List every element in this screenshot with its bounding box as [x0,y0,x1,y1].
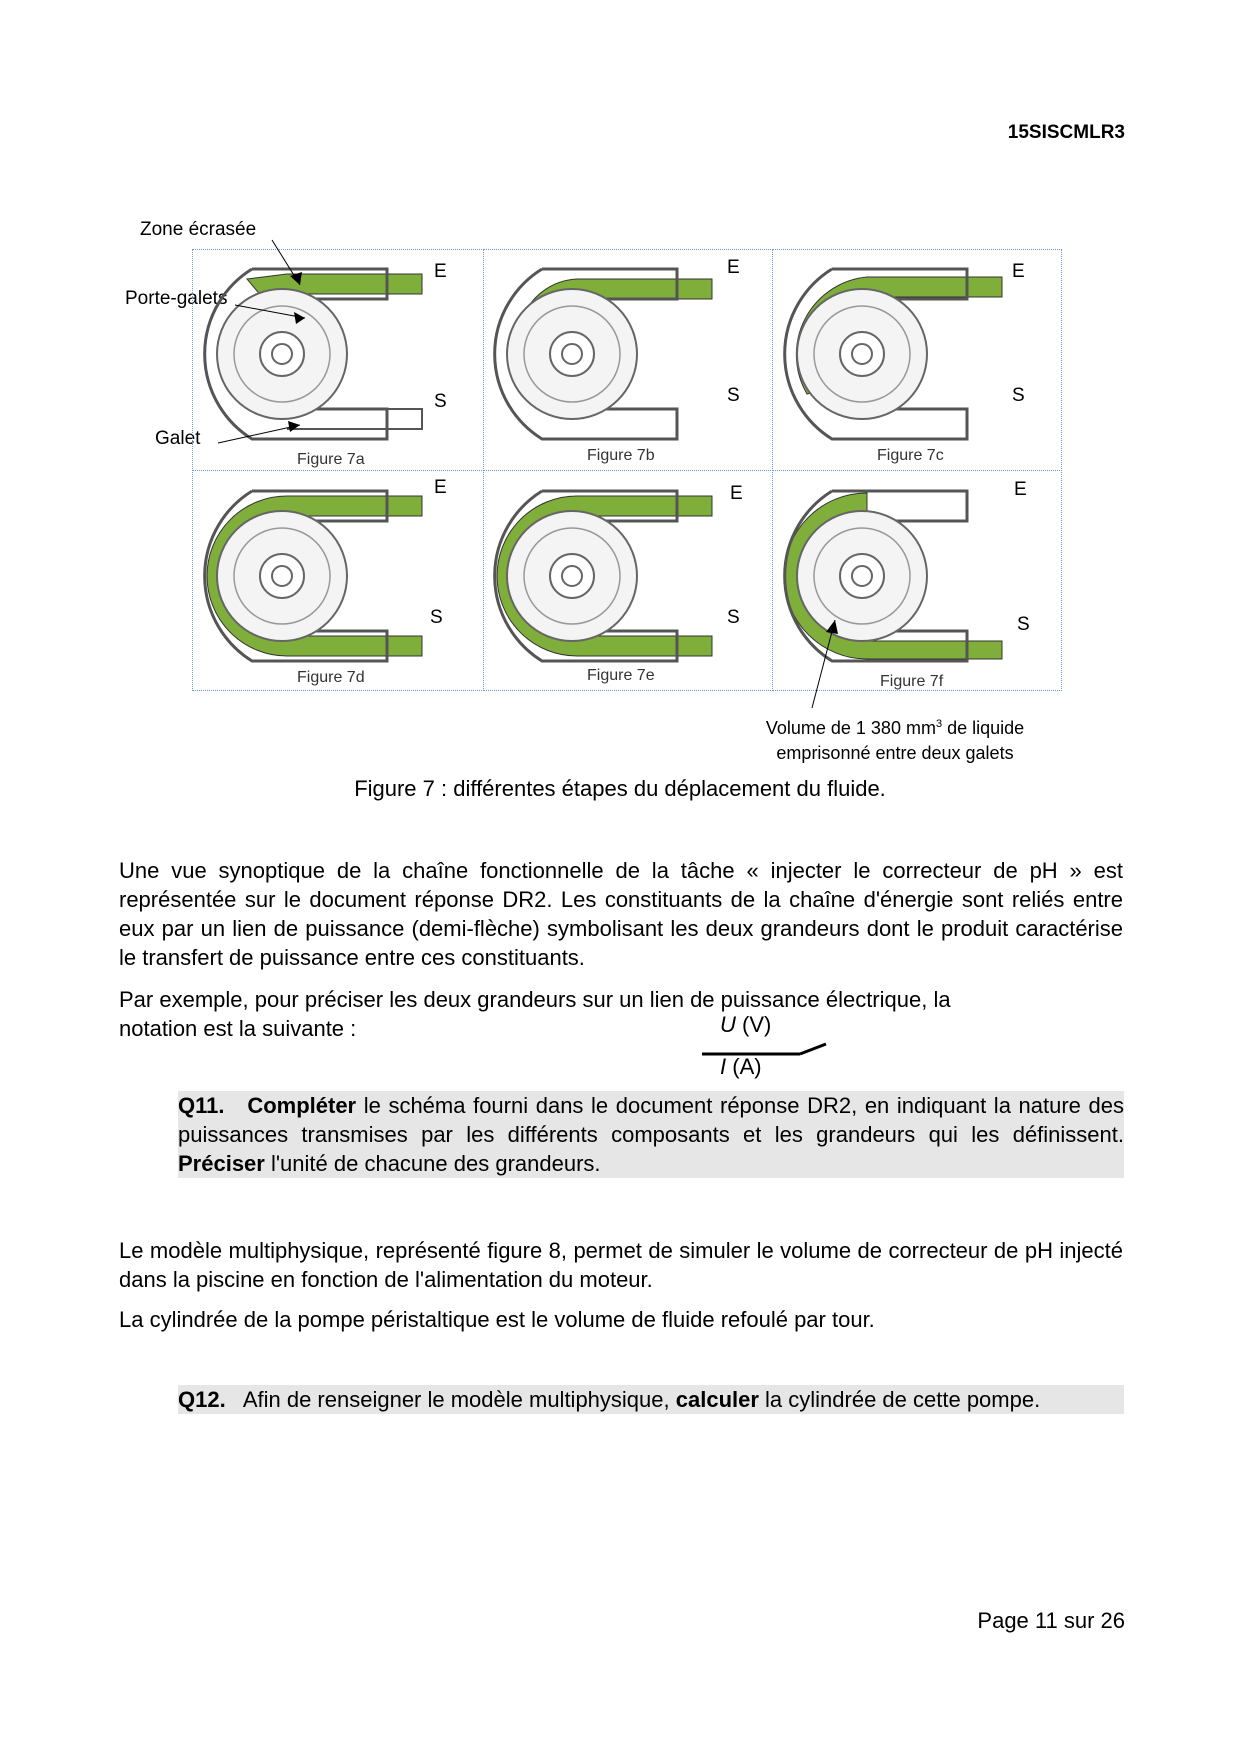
q11-text-1: le schéma fourni dans le document réponse DR2, en indiquant la nature des puissances transmises par les différents composants et les grandeurs qui les définissent. [178,1093,1124,1147]
inlet-7c: E [1012,261,1025,282]
q12-text-2: la cylindrée de cette pompe. [758,1387,1041,1412]
leader-lines [0,0,1240,760]
paragraph-synoptic: Une vue synoptique de la chaîne fonctionnelle de la tâche « injecter le correcteur de pH » est représentée sur le document réponse DR2. Les constituants de la chaîne d'énergie sont reliés entre eux par un lien de puissance (demi-flèche) symbolisant les deux grandeurs dont le produit caractérise le transfert de puissance entre ces constituants. [119,858,1123,970]
inlet-7f: E [1014,479,1027,500]
outlet-7b: S [727,385,740,406]
notation-u [720,1012,771,1038]
inlet-7d: E [434,477,447,498]
question-q12 [178,1385,1124,1414]
caption-7a: Figure 7a [297,451,365,468]
q11-verb-1: Compléter [247,1093,357,1118]
caption-7d: Figure 7d [297,669,365,686]
volume-note-line1a: Volume de 1 380 mm [765,718,936,738]
notation-i [720,1054,762,1080]
paragraph-example-line1: Par exemple, pour préciser les deux grandeurs sur un lien de puissance électrique, la [119,987,951,1012]
paragraph-cylinder: La cylindrée de la pompe péristaltique est le volume de fluide refoulé par tour. [119,1307,875,1332]
q12-number: Q12. [178,1387,226,1412]
notation-u-unit: (V) [735,1012,772,1037]
paragraph-model: Le modèle multiphysique, représenté figure 8, permet de simuler le volume de correcteur de pH injecté dans la piscine en fonction de l'alimentation du moteur. [119,1238,1123,1292]
notation-u-symbol: U [720,1012,736,1037]
caption-7b: Figure 7b [587,447,655,464]
outlet-7a: S [434,391,447,412]
q11-number: Q11. [178,1093,225,1118]
volume-note [745,712,1045,766]
label-zone-ecrasee: Zone écrasée [140,219,257,240]
label-galet: Galet [155,428,201,449]
q11-verb-2: Préciser [178,1151,265,1176]
q12-text-1: Afin de renseigner le modèle multiphysique, [242,1387,676,1412]
caption-7e: Figure 7e [587,667,655,684]
paragraph-example-line2: notation est la suivante : [119,1016,357,1041]
page-number: Page 11 sur 26 [977,1608,1125,1633]
inlet-7e: E [730,483,743,504]
outlet-7d: S [430,607,443,628]
label-porte-galets: Porte-galets [125,288,228,309]
q11-text-2: l'unité de chacune des grandeurs. [264,1151,601,1176]
volume-note-line2: emprisonné entre deux galets [776,743,1014,763]
outlet-7f: S [1017,614,1030,635]
q12-verb: calculer [675,1387,759,1412]
document-code: 15SISCMLR3 [1007,122,1125,143]
outlet-7c: S [1012,385,1025,406]
paragraph-example [119,985,1123,1043]
caption-7f: Figure 7f [880,673,944,690]
question-q11 [178,1091,1124,1178]
notation-i-unit: (A) [726,1054,762,1079]
volume-note-line1b: de liquide [942,718,1025,738]
volume-note-superscript: 3 [935,718,943,730]
caption-7c: Figure 7c [877,447,944,464]
notation-i-symbol: I [720,1054,727,1079]
figure-caption: Figure 7 : différentes étapes du déplacement du fluide. [354,776,886,801]
inlet-7a: E [434,261,447,282]
inlet-7b: E [727,257,740,278]
outlet-7e: S [727,607,740,628]
